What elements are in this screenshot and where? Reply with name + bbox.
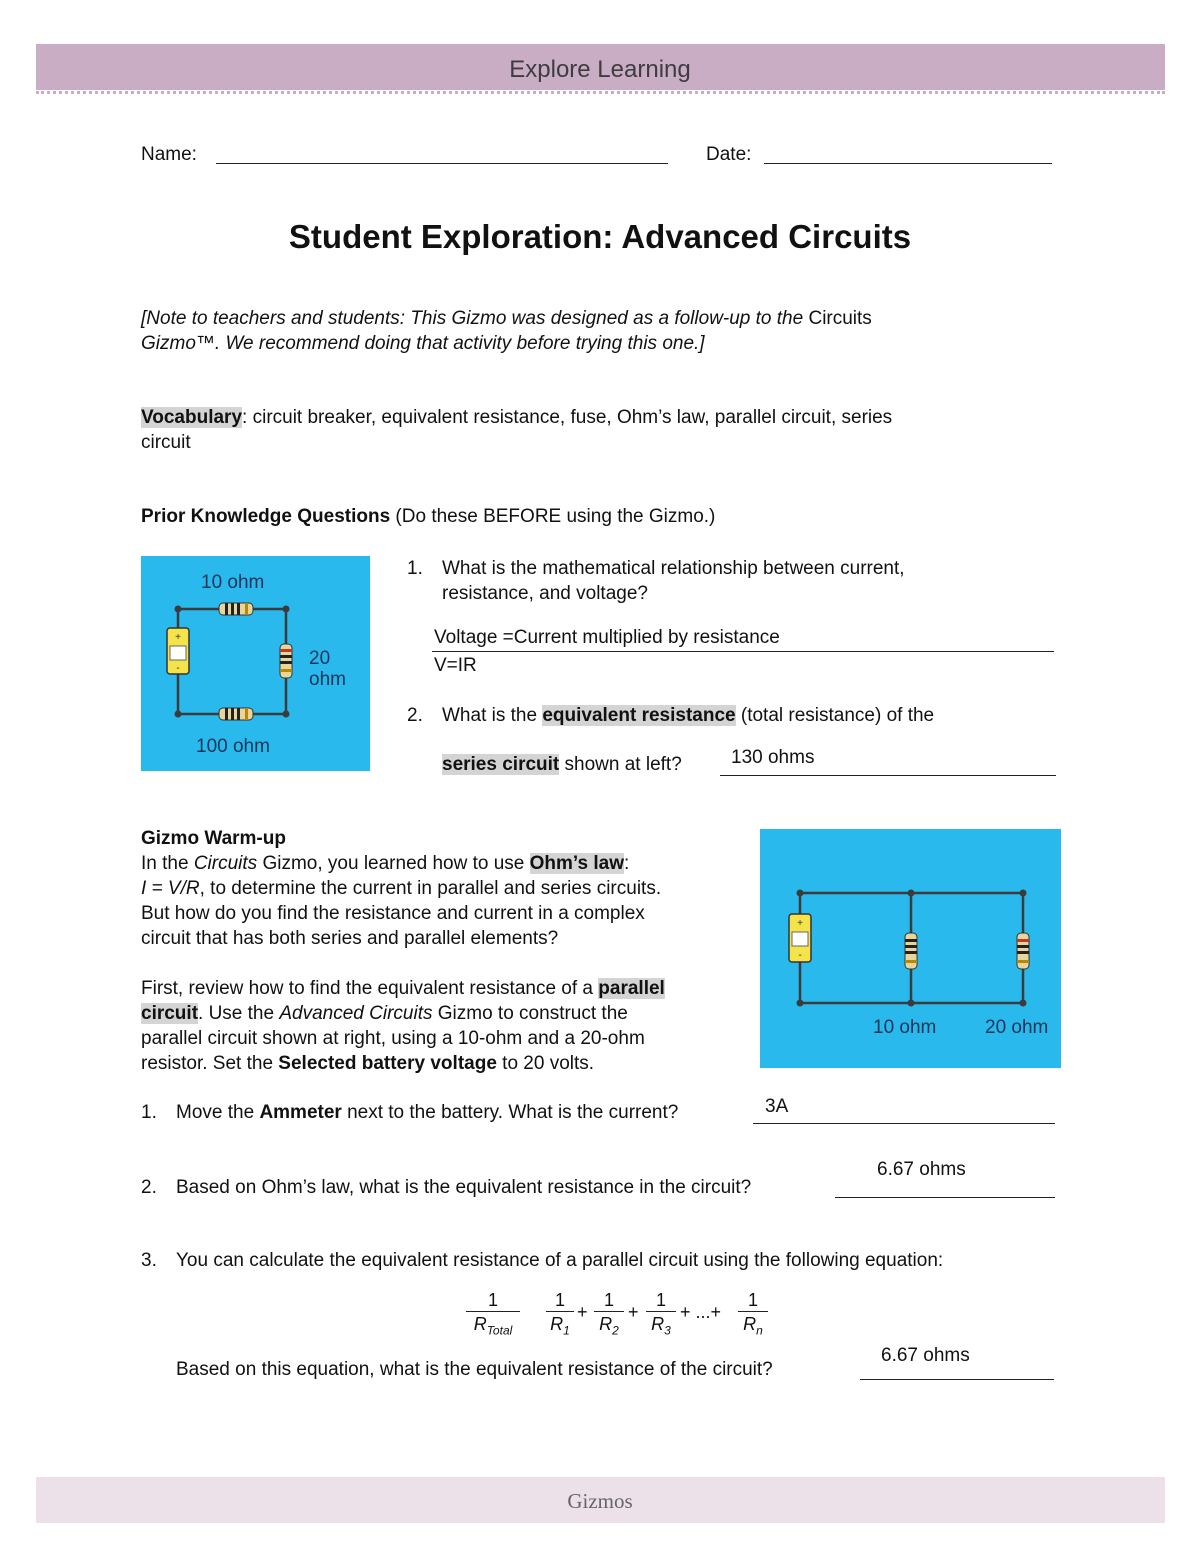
equation-term-r2: 1 $R_2$ [594,1289,624,1343]
series-circuit-figure [141,556,370,771]
prior-question-2: 2. What is the equivalent resistance (total resistance) of the [407,705,935,726]
explorelearning-logo: Explore Learning [509,56,691,83]
resistor-label-10: 10 ohm [201,572,265,593]
warmup-q3-answer-underline [860,1379,1054,1380]
warmup-question-2: 2. Based on Ohm’s law, what is the equivalent resistance in the circuit? [141,1177,752,1198]
warmup-section: Gizmo Warm-up In the Circuits Gizmo, you learned how to use Ohm’s law: I = V/R, to determine the current in parallel and series circuits. But how do you find the resistance and current in a complex circuit that has both series and parallel elements? First, review how to find the equivalent resistance of a parallel circuit. Use the Advanced Circuits Gizmo to construct the parallel circuit shown at right, using a 10-ohm and a 20-ohm resistor. Set the Selected battery voltage to 20 volts. [141,828,665,1074]
prior-q1-answer-underline [432,651,1054,652]
resistor-label-20: 20 ohm [985,1017,1049,1038]
resistor-10ohm-icon [219,603,253,615]
resistor-10ohm-icon [905,933,917,969]
resistor-20ohm-icon [1017,933,1029,969]
svg-text:+: + [175,632,181,643]
prior-q1-answer-line2[interactable]: V=IR [434,655,477,676]
warmup-q3-answer[interactable]: 6.67 ohms [881,1345,970,1366]
resistor-100ohm-icon [219,708,253,720]
warmup-question-3-followup: Based on this equation, what is the equivalent resistance of the circuit? [176,1359,773,1380]
warmup-heading: Gizmo Warm-up [141,828,286,849]
battery-icon [167,628,189,674]
equation-lhs: 1 $R_{Total}$ [466,1289,520,1343]
prior-knowledge-heading: Prior Knowledge Questions (Do these BEFORE using the Gizmo.) [141,506,716,527]
date-label: Date: [706,144,752,165]
svg-text:-: - [176,663,180,674]
resistor-label-100: 100 ohm [196,736,270,757]
resistor-label-20: 20 ohm [309,648,346,690]
prior-question-2-cont: series circuit shown at left? [442,754,682,775]
warmup-q1-answer-underline [753,1123,1055,1124]
warmup-question-3: 3. You can calculate the equivalent resistance of a parallel circuit using the following equation: [141,1250,944,1271]
equation-term-rn: 1 $R_n$ [738,1289,768,1343]
prior-q1-answer-line1[interactable]: Voltage =Current multiplied by resistance [434,627,780,648]
prior-q2-answer[interactable]: 130 ohms [731,747,815,768]
warmup-q1-answer[interactable]: 3A [765,1096,789,1117]
page-title: Student Exploration: Advanced Circuits [288,218,912,255]
equation-term-r1: 1 $R_1$ [546,1289,574,1343]
vocabulary: Vocabulary: circuit breaker, equivalent resistance, fuse, Ohm’s law, parallel circuit, series circuit [141,407,893,453]
prior-q2-answer-underline [720,775,1056,776]
equation-ellipsis: + ...+ [680,1302,722,1322]
warmup-question-1: 1. Move the Ammeter next to the battery. What is the current? [141,1102,679,1123]
resistor-label-10: 10 ohm [873,1017,937,1038]
teacher-note: [Note to teachers and students: This Gizmo was designed as a follow-up to the Circuits Gizmo™. We recommend doing that activity before trying this one.] [141,308,872,354]
name-field[interactable] [216,163,668,164]
name-label: Name: [141,144,197,165]
parallel-circuit-figure [760,829,1061,1068]
battery-icon [789,914,811,962]
svg-text:+: + [797,918,803,929]
svg-text:-: - [798,950,802,961]
equation-term-r3: 1 $R_3$ [646,1289,676,1343]
date-field[interactable] [764,163,1052,164]
header-dotted-rule [36,91,1165,94]
warmup-q2-answer-underline [835,1197,1055,1198]
gizmos-logo: Gizmos [567,1489,633,1513]
prior-question-1: 1. What is the mathematical relationship between current, resistance, and voltage? [407,558,905,604]
warmup-q2-answer[interactable]: 6.67 ohms [877,1159,966,1180]
resistor-20ohm-icon [280,644,292,678]
plus-sign: + [577,1302,588,1322]
plus-sign: + [628,1302,639,1322]
